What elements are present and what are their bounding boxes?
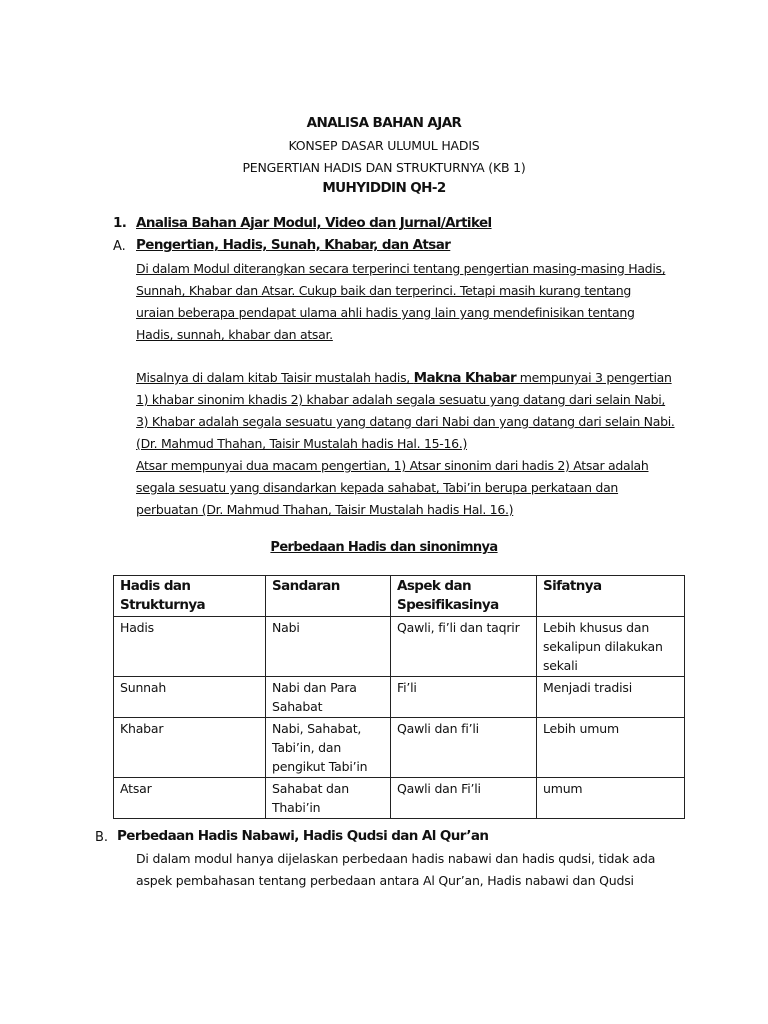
text-line: Hadis, sunnah, khabar dan atsar. bbox=[136, 327, 333, 342]
table-row bbox=[114, 778, 685, 819]
table-cell bbox=[114, 677, 266, 718]
table-cell bbox=[266, 617, 391, 677]
text-line: Di dalam modul hanya dijelaskan perbedaan hadis nabawi dan hadis qudsi, tidak ada bbox=[136, 851, 656, 866]
header-text: Sifatnya bbox=[543, 578, 602, 594]
header-text: Aspek dan Spesifikasinya bbox=[397, 578, 499, 613]
document-author: MUHYIDDIN QH-2 bbox=[322, 180, 446, 196]
text-line: segala sesuatu yang disandarkan kepada sahabat, Tabi’in berupa perkataan dan bbox=[136, 480, 619, 495]
text-line: 1) khabar sinonim khadis 2) khabar adalah segala sesuatu yang datang dari selain Nabi, bbox=[136, 392, 666, 407]
table-cell bbox=[537, 718, 685, 778]
cell-text: Sahabat dan Thabi’in bbox=[272, 781, 349, 815]
header-text: Hadis dan Strukturnya bbox=[120, 578, 206, 613]
makna-khabar-emphasis: Makna Khabar bbox=[413, 370, 517, 386]
table-header-cell bbox=[391, 576, 537, 617]
comparison-table bbox=[113, 575, 685, 819]
cell-text: Fi’li bbox=[397, 680, 417, 695]
cell-text: Lebih khusus dan sekalipun dilakukan sekali bbox=[543, 620, 663, 673]
sectionB-heading: Perbedaan Hadis Nabawi, Hadis Qudsi dan Al Qur’an bbox=[117, 828, 489, 844]
text-line: Di dalam Modul diterangkan secara terperinci tentang pengertian masing-masing Hadis, bbox=[136, 261, 666, 276]
table-cell bbox=[391, 677, 537, 718]
cell-text: Qawli dan fi’li bbox=[397, 721, 479, 736]
table-header-cell bbox=[266, 576, 391, 617]
sectionB-paragraph bbox=[136, 848, 696, 892]
table-cell bbox=[537, 677, 685, 718]
cell-text: Nabi dan Para Sahabat bbox=[272, 680, 357, 714]
sectionA-paragraph-2 bbox=[136, 367, 696, 521]
table-row bbox=[114, 718, 685, 778]
document-subtitle-topic: PENGERTIAN HADIS DAN STRUKTURNYA (KB 1) bbox=[242, 160, 526, 175]
cell-text: Qawli dan Fi’li bbox=[397, 781, 481, 796]
table-row bbox=[114, 677, 685, 718]
text-span: mempunyai 3 pengertian bbox=[516, 370, 672, 385]
table-cell bbox=[537, 778, 685, 819]
table-header-cell bbox=[114, 576, 266, 617]
cell-text: Hadis bbox=[120, 620, 154, 635]
text-line bbox=[136, 367, 696, 389]
table-title: Perbedaan Hadis dan sinonimnya bbox=[270, 540, 498, 555]
table-header-row bbox=[114, 576, 685, 617]
section1-number: 1. bbox=[113, 215, 127, 231]
text-line: 3) Khabar adalah segala sesuatu yang datang dari Nabi dan yang datang dari selain Nabi. bbox=[136, 414, 675, 429]
cell-text: Atsar bbox=[120, 781, 152, 796]
cell-text: Qawli, fi’li dan taqrir bbox=[397, 620, 520, 635]
text-line: Atsar mempunyai dua macam pengertian, 1) Atsar sinonim dari hadis 2) Atsar adalah bbox=[136, 458, 649, 473]
sectionB-marker: B. bbox=[95, 830, 109, 845]
cell-text: Khabar bbox=[120, 721, 164, 736]
sectionA-marker: A. bbox=[113, 239, 126, 254]
text-line: aspek pembahasan tentang perbedaan antara Al Qur’an, Hadis nabawi dan Qudsi bbox=[136, 873, 634, 888]
cell-text: umum bbox=[543, 781, 583, 796]
table-cell bbox=[114, 617, 266, 677]
table-cell bbox=[266, 778, 391, 819]
cell-text: Menjadi tradisi bbox=[543, 680, 633, 695]
cell-text: Nabi bbox=[272, 620, 300, 635]
table-cell bbox=[391, 718, 537, 778]
table-row bbox=[114, 617, 685, 677]
cell-text: Sunnah bbox=[120, 680, 167, 695]
table-cell bbox=[266, 677, 391, 718]
text-line: (Dr. Mahmud Thahan, Taisir Mustalah hadis Hal. 15-16.) bbox=[136, 436, 468, 451]
table-cell bbox=[114, 718, 266, 778]
table-cell bbox=[114, 778, 266, 819]
text-span: Misalnya di dalam kitab Taisir mustalah hadis, bbox=[136, 370, 414, 385]
text-line: Sunnah, Khabar dan Atsar. Cukup baik dan terperinci. Tetapi masih kurang tentang bbox=[136, 283, 632, 298]
document-subtitle-course: KONSEP DASAR ULUMUL HADIS bbox=[288, 138, 480, 153]
section1-heading: Analisa Bahan Ajar Modul, Video dan Jurnal/Artikel bbox=[136, 215, 492, 231]
header-text: Sandaran bbox=[272, 578, 340, 594]
cell-text: Lebih umum bbox=[543, 721, 619, 736]
document-title: ANALISA BAHAN AJAR bbox=[306, 115, 462, 131]
sectionA-paragraph-1 bbox=[136, 258, 696, 346]
table-header-cell bbox=[537, 576, 685, 617]
text-line: perbuatan (Dr. Mahmud Thahan, Taisir Mustalah hadis Hal. 16.) bbox=[136, 502, 514, 517]
table-cell bbox=[266, 718, 391, 778]
table-cell bbox=[537, 617, 685, 677]
table-cell bbox=[391, 617, 537, 677]
table-cell bbox=[391, 778, 537, 819]
text-line: uraian beberapa pendapat ulama ahli hadis yang lain yang mendefinisikan tentang bbox=[136, 305, 635, 320]
cell-text: Nabi, Sahabat, Tabi’in, dan pengikut Tabi’in bbox=[272, 721, 368, 774]
sectionA-heading: Pengertian, Hadis, Sunah, Khabar, dan Atsar bbox=[136, 237, 451, 253]
